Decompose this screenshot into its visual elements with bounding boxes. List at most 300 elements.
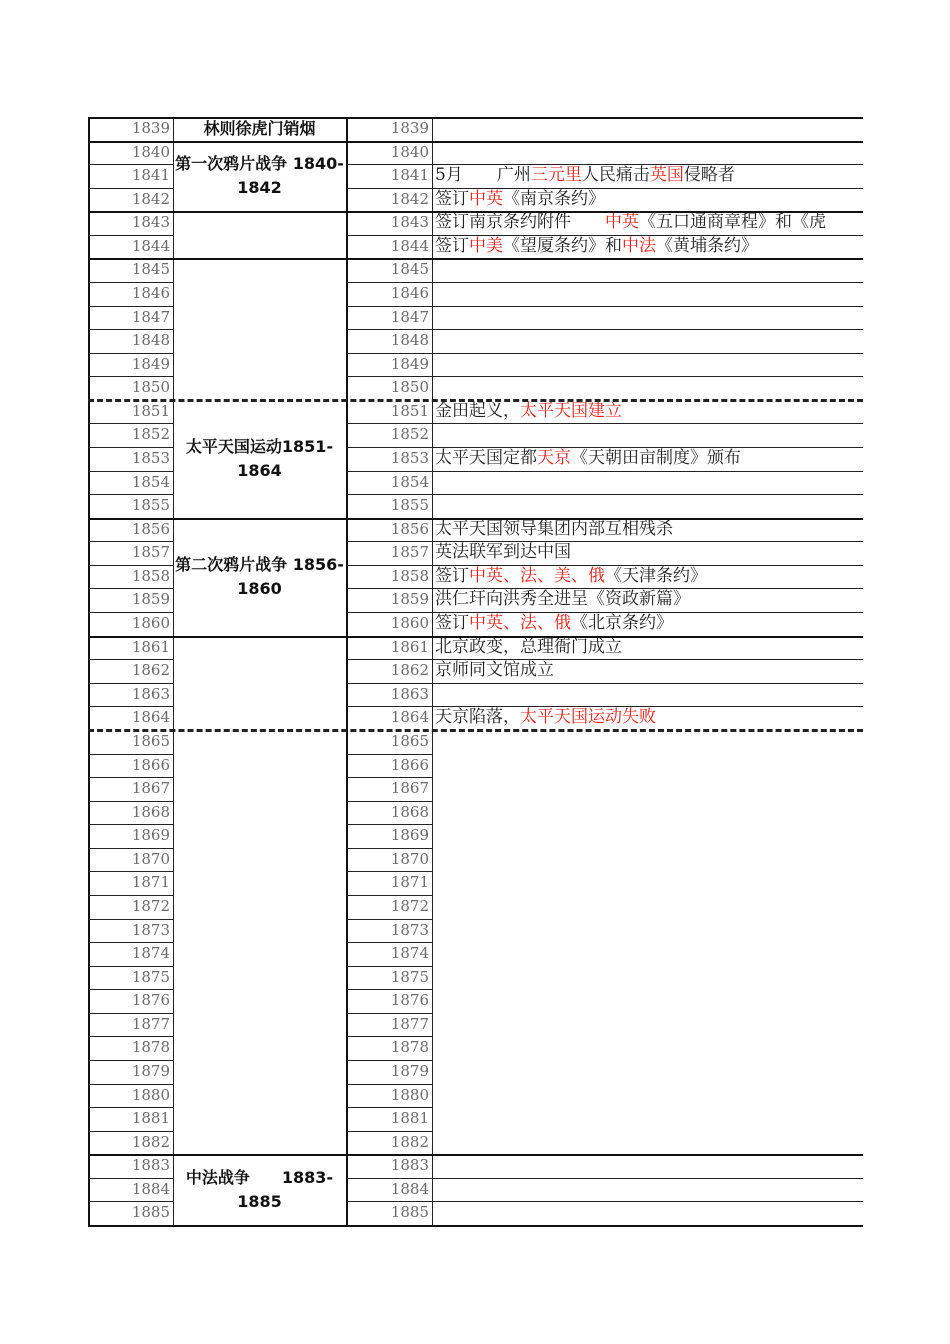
period-label: 第一次鸦片战争 1840-1842: [175, 153, 344, 197]
row-border: [346, 895, 432, 896]
row-border: [346, 471, 432, 472]
year-cell-right: 1878: [390, 1038, 429, 1057]
row-border: [346, 683, 432, 684]
row-border: [432, 447, 863, 448]
event-cell: [432, 447, 863, 471]
year-cell-left: 1845: [131, 260, 170, 279]
year-cell-right: 1884: [390, 1179, 429, 1198]
event-cell: [432, 518, 863, 542]
row-border: [346, 188, 432, 189]
row-border: [88, 447, 173, 448]
event-text: 《黄埔条约》: [656, 235, 758, 256]
row-border: [432, 258, 863, 260]
year-cell-right: 1866: [390, 755, 429, 774]
year-cell-left: 1864: [131, 708, 170, 727]
year-cell-right: 1873: [390, 920, 429, 939]
event-cell: [432, 777, 863, 801]
row-border: [173, 117, 346, 119]
event-cell: [432, 400, 863, 424]
row-border: [88, 706, 173, 707]
event-text: 英法联军到达中国: [435, 542, 571, 563]
row-border: [346, 211, 432, 213]
event-cell: [432, 636, 863, 660]
row-border: [432, 659, 863, 660]
row-border: [88, 1107, 173, 1108]
row-border: [346, 1060, 432, 1061]
row-border: [346, 706, 432, 707]
event-text: 京师同文馆成立: [435, 660, 554, 681]
row-border: [346, 141, 432, 143]
year-cell-right: 1881: [390, 1109, 429, 1128]
year-cell-left: 1859: [131, 590, 170, 609]
event-text: 《南京条约》: [503, 188, 605, 209]
year-cell-right: 1865: [390, 731, 429, 750]
row-border: [88, 141, 173, 143]
event-cell: [432, 895, 863, 919]
year-cell-right: 1859: [390, 590, 429, 609]
year-cell-right: 1846: [390, 284, 429, 303]
row-border: [346, 1178, 432, 1179]
row-border: [173, 258, 346, 260]
year-cell-left: 1867: [131, 779, 170, 798]
row-border: [346, 541, 432, 542]
year-cell-left: 1844: [131, 236, 170, 255]
event-highlight: 三元里: [530, 165, 582, 186]
year-cell-left: 1866: [131, 755, 170, 774]
year-cell-left: 1842: [131, 189, 170, 208]
row-border: [88, 942, 173, 943]
row-border: [346, 848, 432, 849]
event-cell: [432, 541, 863, 565]
event-cell: [432, 1178, 863, 1202]
year-cell-right: 1879: [390, 1061, 429, 1080]
year-cell-right: 1882: [390, 1132, 429, 1151]
row-border: [88, 329, 173, 330]
event-text: 北京政变，总理衙门成立: [435, 636, 622, 657]
period-cell: [173, 518, 346, 636]
year-cell-left: 1861: [131, 637, 170, 656]
year-cell-right: 1849: [390, 354, 429, 373]
year-cell-left: 1883: [131, 1156, 170, 1175]
event-highlight: 太平天国运动失败: [520, 707, 656, 728]
period-label: 中法战争 1883-1885: [185, 1167, 334, 1211]
row-border: [346, 282, 432, 283]
year-cell-right: 1855: [390, 496, 429, 515]
year-cell-right: 1839: [390, 119, 429, 137]
year-cell-left: 1851: [131, 401, 170, 420]
row-border: [432, 117, 863, 119]
event-cell: [432, 1154, 863, 1178]
event-cell: [432, 471, 863, 495]
row-border: [346, 989, 432, 990]
row-border: [88, 282, 173, 283]
year-cell-right: 1871: [390, 873, 429, 892]
year-cell-left: 1863: [131, 684, 170, 703]
column-border: [346, 117, 348, 1225]
row-border: [346, 1013, 432, 1014]
year-cell-left: 1843: [131, 213, 170, 232]
row-border: [88, 471, 173, 472]
row-border: [88, 1036, 173, 1037]
row-border: [432, 188, 863, 189]
row-border: [88, 188, 173, 189]
row-border: [88, 777, 173, 778]
event-text: 签订: [435, 188, 469, 209]
year-cell-right: 1852: [390, 425, 429, 444]
row-border: [432, 494, 863, 495]
row-border: [88, 1225, 173, 1227]
row-border: [346, 612, 432, 613]
year-cell-left: 1839: [131, 119, 170, 137]
period-cell: [173, 1154, 346, 1225]
row-border: [88, 211, 173, 213]
row-border: [346, 871, 432, 872]
period-cell: [173, 400, 346, 518]
row-border: [432, 612, 863, 613]
event-text: 签订: [435, 565, 469, 586]
year-cell-right: 1845: [390, 260, 429, 279]
year-cell-left: 1849: [131, 354, 170, 373]
year-cell-left: 1852: [131, 425, 170, 444]
year-cell-right: 1858: [390, 566, 429, 585]
row-border: [88, 848, 173, 849]
row-border: [88, 1060, 173, 1061]
year-cell-left: 1870: [131, 849, 170, 868]
row-border: [346, 1154, 432, 1156]
row-border: [346, 636, 432, 638]
row-border: [88, 683, 173, 684]
event-cell: [432, 919, 863, 943]
event-cell: [432, 282, 863, 306]
row-border: [88, 1131, 173, 1132]
row-border: [432, 683, 863, 684]
year-cell-left: 1848: [131, 331, 170, 350]
year-cell-left: 1882: [131, 1132, 170, 1151]
row-border: [432, 282, 863, 283]
event-cell: [432, 494, 863, 518]
event-cell: [432, 659, 863, 683]
event-text: 金田起义，: [435, 400, 520, 421]
event-cell: [432, 730, 863, 754]
row-border: [432, 471, 863, 472]
row-border: [346, 353, 432, 354]
row-border: [346, 1201, 432, 1202]
event-cell: [432, 353, 863, 377]
row-border: [346, 942, 432, 943]
row-border: [346, 423, 432, 424]
row-border: [432, 588, 863, 589]
year-cell-left: 1850: [131, 378, 170, 397]
period-cell: [173, 730, 346, 1154]
year-cell-right: 1847: [390, 307, 429, 326]
row-border: [88, 1084, 173, 1085]
row-border: [88, 895, 173, 896]
row-border: [346, 659, 432, 660]
period-cell: [173, 117, 346, 141]
row-border: [88, 117, 173, 119]
event-text: 5月 广州: [435, 165, 531, 186]
row-border: [346, 494, 432, 495]
year-cell-right: 1876: [390, 991, 429, 1010]
event-cell: [432, 1060, 863, 1084]
period-label: 第二次鸦片战争 1856-1860: [175, 554, 344, 598]
event-text: 签订南京条约附件: [435, 212, 605, 233]
event-highlight: 太平天国建立: [520, 400, 622, 421]
row-border: [88, 801, 173, 802]
event-cell: [432, 235, 863, 259]
row-border: [346, 565, 432, 566]
row-border: [346, 754, 432, 755]
event-highlight: 中英、法、俄: [469, 613, 571, 634]
row-border: [346, 258, 432, 260]
row-border: [432, 541, 863, 542]
year-cell-left: 1872: [131, 896, 170, 915]
year-cell-right: 1862: [390, 661, 429, 680]
year-cell-right: 1880: [390, 1085, 429, 1104]
event-cell: [432, 423, 863, 447]
column-border: [88, 117, 90, 1225]
row-border: [432, 1225, 863, 1227]
year-cell-right: 1856: [390, 519, 429, 538]
row-border: [346, 1225, 432, 1227]
event-cell: [432, 117, 863, 141]
row-border: [346, 447, 432, 448]
row-border: [88, 518, 173, 520]
event-text: 《天津条约》: [605, 565, 707, 586]
event-text: 签订: [435, 235, 469, 256]
row-border: [432, 329, 863, 330]
year-cell-right: 1850: [390, 378, 429, 397]
row-border: [346, 235, 432, 236]
year-cell-right: 1851: [390, 401, 429, 420]
event-cell: [432, 188, 863, 212]
event-cell: [432, 871, 863, 895]
event-text: 签订: [435, 613, 469, 634]
year-cell-left: 1885: [131, 1203, 170, 1222]
event-highlight: 天京: [537, 448, 571, 469]
year-cell-right: 1861: [390, 637, 429, 656]
row-border: [88, 824, 173, 825]
section-divider-dashed: [88, 399, 863, 402]
year-cell-left: 1841: [131, 166, 170, 185]
event-cell: [432, 824, 863, 848]
event-text: 天京陷落，: [435, 707, 520, 728]
event-cell: [432, 848, 863, 872]
row-border: [88, 565, 173, 566]
event-highlight: 英国: [649, 165, 684, 186]
row-border: [432, 376, 863, 377]
event-cell: [432, 329, 863, 353]
year-cell-right: 1842: [390, 189, 429, 208]
year-cell-left: 1871: [131, 873, 170, 892]
year-cell-left: 1869: [131, 826, 170, 845]
row-border: [432, 565, 863, 566]
event-cell: [432, 1084, 863, 1108]
event-cell: [432, 989, 863, 1013]
event-highlight: 中法: [622, 235, 656, 256]
year-cell-left: 1868: [131, 802, 170, 821]
event-cell: [432, 1107, 863, 1131]
event-text: 洪仁玕向洪秀全进呈《资政新篇》: [435, 589, 690, 610]
event-cell: [432, 754, 863, 778]
event-text: 《北京条约》: [571, 613, 673, 634]
row-border: [346, 518, 432, 520]
row-border: [432, 1201, 863, 1202]
year-cell-left: 1855: [131, 496, 170, 515]
row-border: [88, 659, 173, 660]
row-border: [432, 235, 863, 236]
event-cell: [432, 164, 863, 188]
row-border: [88, 1178, 173, 1179]
year-cell-left: 1854: [131, 472, 170, 491]
year-cell-right: 1843: [390, 213, 429, 232]
period-cell: [173, 258, 346, 399]
event-text: 人民痛击: [581, 165, 650, 186]
year-cell-right: 1864: [390, 708, 429, 727]
event-cell: [432, 211, 863, 235]
row-border: [173, 141, 346, 143]
row-border: [432, 164, 863, 165]
event-cell: [432, 258, 863, 282]
year-cell-right: 1885: [390, 1203, 429, 1222]
period-cell: [173, 636, 346, 730]
row-border: [346, 1131, 432, 1132]
year-cell-right: 1841: [390, 166, 429, 185]
row-border: [346, 329, 432, 330]
row-border: [88, 1013, 173, 1014]
row-border: [88, 612, 173, 613]
event-cell: [432, 565, 863, 589]
event-cell: [432, 376, 863, 400]
year-cell-left: 1847: [131, 307, 170, 326]
period-label: 林则徐虎门销烟: [203, 118, 316, 138]
year-cell-right: 1867: [390, 779, 429, 798]
year-cell-right: 1875: [390, 967, 429, 986]
row-border: [346, 164, 432, 165]
event-cell: [432, 588, 863, 612]
row-border: [432, 423, 863, 424]
row-border: [173, 518, 346, 520]
year-cell-right: 1854: [390, 472, 429, 491]
row-border: [432, 1154, 863, 1156]
year-cell-right: 1840: [390, 142, 429, 161]
row-border: [88, 989, 173, 990]
year-cell-left: 1853: [131, 449, 170, 468]
row-border: [88, 919, 173, 920]
row-border: [346, 1036, 432, 1037]
year-cell-left: 1880: [131, 1085, 170, 1104]
year-cell-right: 1868: [390, 802, 429, 821]
row-border: [346, 966, 432, 967]
row-border: [346, 376, 432, 377]
row-border: [88, 258, 173, 260]
event-cell: [432, 141, 863, 165]
year-cell-right: 1848: [390, 331, 429, 350]
row-border: [88, 871, 173, 872]
row-border: [88, 1154, 173, 1156]
period-cell: [173, 141, 346, 212]
row-border: [88, 966, 173, 967]
year-cell-right: 1883: [390, 1156, 429, 1175]
row-border: [88, 235, 173, 236]
year-cell-right: 1853: [390, 449, 429, 468]
year-cell-right: 1869: [390, 826, 429, 845]
period-label: 太平天国运动1851-1864: [185, 436, 334, 480]
column-border: [432, 117, 433, 1225]
row-border: [432, 636, 863, 638]
event-cell: [432, 1013, 863, 1037]
row-border: [432, 211, 863, 213]
year-cell-left: 1857: [131, 543, 170, 562]
year-cell-left: 1858: [131, 566, 170, 585]
row-border: [88, 494, 173, 495]
row-border: [88, 541, 173, 542]
row-border: [346, 306, 432, 307]
row-border: [88, 376, 173, 377]
row-border: [173, 1225, 346, 1227]
event-text: 《望厦条约》和: [503, 235, 622, 256]
column-border: [173, 117, 174, 1225]
event-highlight: 中英: [469, 188, 503, 209]
year-cell-left: 1879: [131, 1061, 170, 1080]
event-text: 《天朝田亩制度》颁布: [571, 448, 741, 469]
row-border: [173, 211, 346, 213]
row-border: [432, 353, 863, 354]
section-divider-dashed: [88, 729, 863, 732]
event-cell: [432, 801, 863, 825]
year-cell-left: 1856: [131, 519, 170, 538]
year-cell-right: 1860: [390, 614, 429, 633]
row-border: [88, 754, 173, 755]
year-cell-left: 1860: [131, 614, 170, 633]
year-cell-left: 1862: [131, 661, 170, 680]
year-cell-left: 1874: [131, 944, 170, 963]
row-border: [346, 1107, 432, 1108]
year-cell-left: 1846: [131, 284, 170, 303]
row-border: [346, 117, 432, 119]
period-cell: [173, 211, 346, 258]
event-cell: [432, 1131, 863, 1155]
year-cell-left: 1884: [131, 1179, 170, 1198]
row-border: [346, 801, 432, 802]
year-cell-left: 1873: [131, 920, 170, 939]
event-text: 太平天国领导集团内部互相残杀: [435, 518, 673, 539]
row-border: [173, 1154, 346, 1156]
row-border: [432, 306, 863, 307]
event-highlight: 中英、法、美、俄: [469, 565, 605, 586]
year-cell-left: 1881: [131, 1109, 170, 1128]
year-cell-left: 1840: [131, 142, 170, 161]
event-text: 侵略者: [683, 165, 735, 186]
year-cell-left: 1876: [131, 991, 170, 1010]
event-highlight: 中美: [469, 235, 503, 256]
year-cell-left: 1878: [131, 1038, 170, 1057]
event-cell: [432, 966, 863, 990]
year-cell-right: 1877: [390, 1014, 429, 1033]
row-border: [346, 919, 432, 920]
event-text: 《五口通商章程》和《虎: [639, 212, 826, 233]
year-cell-right: 1870: [390, 849, 429, 868]
row-border: [173, 636, 346, 638]
row-border: [346, 1084, 432, 1085]
row-border: [432, 141, 863, 143]
row-border: [88, 588, 173, 589]
row-border: [88, 164, 173, 165]
row-border: [346, 824, 432, 825]
year-cell-left: 1865: [131, 731, 170, 750]
year-cell-left: 1875: [131, 967, 170, 986]
year-cell-right: 1872: [390, 896, 429, 915]
